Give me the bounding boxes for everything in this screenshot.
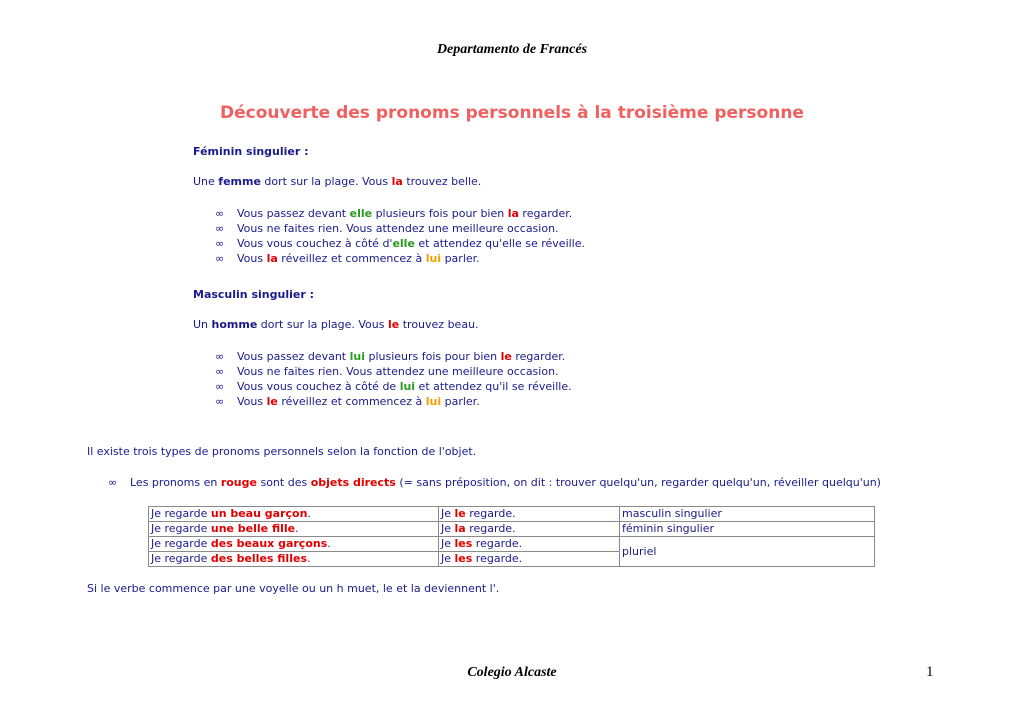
- list-item: ∞ Vous la réveillez et commencez à lui parler.: [215, 252, 480, 265]
- table-cell: Je regarde une belle fille.: [149, 522, 439, 537]
- page-header: Departamento de Francés: [436, 42, 588, 57]
- list-item: ∞ Vous le réveillez et commencez à lui parler.: [215, 395, 480, 408]
- list-item: ∞ Vous ne faites rien. Vous attendez une meilleure occasion.: [215, 365, 559, 378]
- table-cell: Je la regarde.: [439, 522, 620, 537]
- list-item: ∞ Les pronoms en rouge sont des objets directs (= sans préposition, on dit : trouver quelqu'un, regarder quelqu'un, réveiller quelqu'un): [108, 476, 881, 489]
- list-item: ∞ Vous vous couchez à côté d'elle et attendez qu'elle se réveille.: [215, 237, 585, 250]
- page-title: Découverte des pronoms personnels à la troisième personne: [220, 103, 804, 123]
- bullet-icon: ∞: [215, 252, 225, 265]
- table-cell: Je les regarde.: [439, 537, 620, 552]
- table-cell: pluriel: [620, 537, 875, 567]
- table-cell: Je le regarde.: [439, 507, 620, 522]
- masc-intro: Un homme dort sur la plage. Vous le trouvez beau.: [193, 318, 479, 331]
- fem-list: [215, 206, 585, 266]
- bullet-icon: ∞: [215, 395, 225, 408]
- list-item: ∞ Vous ne faites rien. Vous attendez une meilleure occasion.: [215, 222, 559, 235]
- table-cell: Je regarde un beau garçon.: [149, 507, 439, 522]
- page-number: 1: [926, 664, 934, 680]
- bullet-icon: ∞: [215, 350, 225, 363]
- list-item: ∞ Vous passez devant elle plusieurs fois pour bien la regarder.: [215, 207, 573, 220]
- list-item: ∞ Vous vous couchez à côté de lui et attendez qu'il se réveille.: [215, 380, 572, 393]
- bullet-icon: ∞: [215, 380, 225, 393]
- bullet-icon: ∞: [215, 222, 225, 235]
- bullet-icon: ∞: [215, 237, 225, 250]
- masc-heading: Masculin singulier :: [193, 288, 314, 301]
- table-cell: Je les regarde.: [439, 552, 620, 567]
- pronoun-table: [148, 506, 875, 567]
- bullet-icon: ∞: [215, 365, 225, 378]
- types-sentence: Il existe trois types de pronoms personnels selon la fonction de l'objet.: [87, 445, 477, 458]
- bullet-icon: ∞: [215, 207, 225, 220]
- fem-intro: Une femme dort sur la plage. Vous la trouvez belle.: [193, 175, 482, 188]
- table-cell: masculin singulier: [620, 507, 875, 522]
- bullet-icon: ∞: [108, 476, 118, 489]
- masc-list: [215, 349, 572, 409]
- rule-list: [108, 475, 881, 490]
- list-item: ∞ Vous passez devant lui plusieurs fois pour bien le regarder.: [215, 350, 566, 363]
- table-row: [149, 522, 875, 537]
- table-cell: Je regarde des beaux garçons.: [149, 537, 439, 552]
- table-row: [149, 537, 875, 552]
- page-footer: Colegio Alcaste: [467, 665, 557, 680]
- fem-heading: Féminin singulier :: [193, 145, 309, 158]
- table-cell: Je regarde des belles filles.: [149, 552, 439, 567]
- table-cell: féminin singulier: [620, 522, 875, 537]
- table-row: [149, 507, 875, 522]
- elision-note: Si le verbe commence par une voyelle ou un h muet, le et la deviennent l'.: [87, 582, 500, 595]
